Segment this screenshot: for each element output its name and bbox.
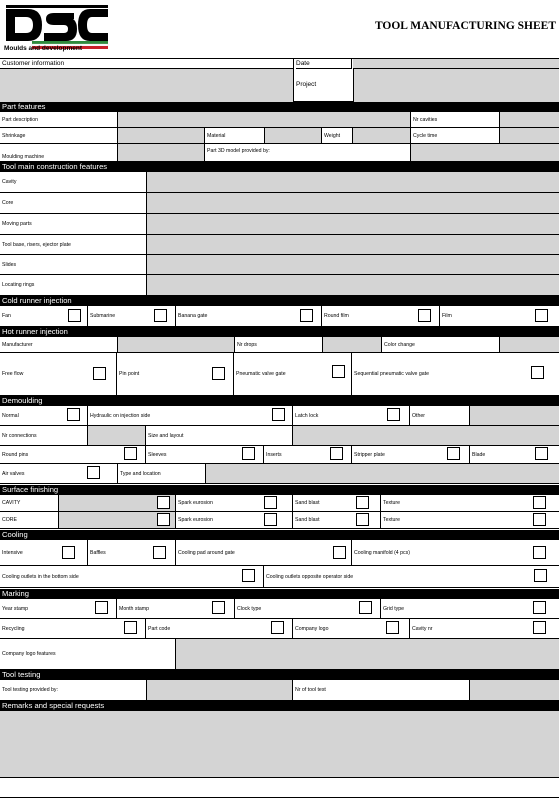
- company-logo-cell: [293, 619, 410, 638]
- part-description-label: Part description: [0, 112, 118, 127]
- cold-runner-row: [0, 306, 559, 327]
- surface-row-label: CAVITY: [0, 495, 59, 511]
- tool-construction-field[interactable]: [147, 193, 559, 213]
- inserts-checkbox[interactable]: [330, 447, 343, 460]
- tool-construction-label: Moving parts: [0, 214, 147, 234]
- sleeves-cell: [146, 446, 264, 463]
- type-location-field[interactable]: [206, 464, 559, 483]
- logo-features-row: [0, 639, 559, 670]
- free-flow-checkbox[interactable]: [93, 367, 106, 380]
- remarks-field[interactable]: [0, 711, 559, 778]
- stripper-plate-label: Stripper plate: [354, 451, 385, 458]
- cavity-nr-checkbox[interactable]: [533, 621, 546, 634]
- tool-construction-label: Locating rings: [0, 275, 147, 295]
- part-description-row: [0, 112, 559, 128]
- part-3d-field[interactable]: [411, 144, 559, 161]
- nr-connections-field[interactable]: [88, 426, 146, 445]
- hydraulic-checkbox[interactable]: [272, 408, 285, 421]
- air-valves-row: [0, 464, 559, 484]
- tool-construction-row: [0, 172, 559, 193]
- round-pins-cell: [0, 446, 146, 463]
- texture-label: Texture: [383, 517, 401, 523]
- company-logo-checkbox[interactable]: [386, 621, 399, 634]
- cooling-opposite-cell: [264, 566, 559, 587]
- round-pins-label: Round pins: [2, 451, 29, 458]
- remarks-header: Remarks and special requests: [0, 701, 559, 711]
- baffles-label: Baffles: [90, 549, 106, 556]
- round-film-label: Round film: [324, 313, 349, 319]
- pneumatic-valve-label: Pneumatic valve gate: [236, 371, 286, 377]
- grid-type-label: Grid type: [383, 605, 405, 612]
- latch-lock-cell: [293, 406, 410, 425]
- blade-cell: [470, 446, 559, 463]
- month-stamp-checkbox[interactable]: [212, 601, 225, 614]
- part-code-checkbox[interactable]: [271, 621, 284, 634]
- recycling-checkbox[interactable]: [124, 621, 137, 634]
- month-stamp-label: Month stamp: [119, 605, 149, 612]
- hot-runner-info-row: [0, 337, 559, 353]
- round-pins-checkbox[interactable]: [124, 447, 137, 460]
- shrinkage-row: [0, 128, 559, 144]
- shrinkage-label: Shrinkage: [0, 128, 118, 143]
- intensive-label: Intensive: [2, 549, 23, 556]
- clock-type-label: Clock type: [237, 605, 262, 612]
- submarine-label: Submarine: [90, 313, 116, 319]
- inserts-cell: [264, 446, 352, 463]
- sand-blast-label: Sand blast: [295, 517, 320, 523]
- marking-header: Marking: [0, 589, 559, 599]
- tool-testing-row: [0, 680, 559, 701]
- cold-runner-roundfilm-cell: [322, 306, 440, 326]
- tool-construction-header: Tool main construction features: [0, 162, 559, 172]
- pneumatic-valve-cell: [234, 353, 352, 395]
- recycling-label: Recycling: [2, 625, 25, 632]
- cooling-bottom-label: Cooling outlets in the bottom side: [2, 573, 79, 580]
- spark-eurosion-checkbox[interactable]: [264, 496, 277, 509]
- latch-lock-label: Latch lock: [295, 412, 319, 419]
- texture-label: Texture: [383, 500, 401, 506]
- texture-checkbox[interactable]: [533, 496, 546, 509]
- tool-testing-header: Tool testing: [0, 670, 559, 680]
- grid-type-cell: [381, 599, 559, 618]
- hydraulic-label: Hydraulic on injection side: [90, 412, 151, 419]
- spark-eurosion-cell: [176, 512, 293, 528]
- intensive-cell: [0, 540, 88, 565]
- moulding-machine-field[interactable]: [118, 144, 205, 161]
- free-flow-label: Free flow: [2, 371, 24, 377]
- sand-blast-checkbox[interactable]: [356, 513, 369, 526]
- normal-label: Normal: [2, 412, 19, 419]
- tool-construction-row: [0, 235, 559, 255]
- customer-section: [0, 58, 559, 102]
- material-label: Material: [205, 128, 265, 143]
- cooling-opposite-label: Cooling outlets opposite operator side: [266, 573, 354, 580]
- tool-construction-row: [0, 214, 559, 235]
- fan-label: Fan: [2, 313, 11, 319]
- film-checkbox[interactable]: [535, 309, 548, 322]
- tool-construction-label: Slides: [0, 255, 147, 274]
- baffles-checkbox[interactable]: [153, 546, 166, 559]
- intensive-checkbox[interactable]: [62, 546, 75, 559]
- normal-checkbox[interactable]: [67, 408, 80, 421]
- sand-blast-cell: [293, 512, 381, 528]
- spark-eurosion-label: Spark eurosion: [178, 500, 213, 506]
- bottom-blank-row: [0, 778, 559, 798]
- banana-gate-label: Banana gate: [178, 313, 208, 319]
- other-label: Other: [410, 406, 470, 425]
- nr-cavities-field[interactable]: [500, 112, 559, 127]
- tool-construction-row: [0, 255, 559, 275]
- material-field[interactable]: [265, 128, 322, 143]
- weight-label: Weight: [322, 128, 353, 143]
- date-field[interactable]: [353, 59, 559, 69]
- texture-cell: [381, 495, 559, 511]
- tool-construction-field[interactable]: [147, 255, 559, 274]
- nr-tool-test-label: Nr of tool test: [293, 680, 470, 700]
- moulding-machine-label: Moulding machine: [0, 144, 118, 161]
- cooling-manifold-label: Cooling manifold (4 pcs): [354, 549, 410, 556]
- surface-row-checkbox[interactable]: [157, 513, 170, 526]
- cooling-pad-cell: [176, 540, 352, 565]
- spark-eurosion-checkbox[interactable]: [264, 513, 277, 526]
- nr-drops-label: Nr drops: [235, 337, 323, 352]
- nr-cavities-label: Nr cavities: [411, 112, 500, 127]
- fan-checkbox[interactable]: [68, 309, 81, 322]
- manufacturer-field[interactable]: [118, 337, 235, 352]
- month-stamp-cell: [117, 599, 235, 618]
- stripper-plate-checkbox[interactable]: [447, 447, 460, 460]
- sand-blast-checkbox[interactable]: [356, 496, 369, 509]
- testing-provided-label: Tool testing provided by:: [0, 680, 147, 700]
- inserts-label: Inserts: [266, 451, 282, 458]
- nr-drops-field[interactable]: [323, 337, 382, 352]
- nr-tool-test-field[interactable]: [470, 680, 559, 700]
- cooling-bottom-cell: [0, 566, 264, 587]
- surface-row-label: CORE: [0, 512, 59, 528]
- spark-eurosion-cell: [176, 495, 293, 511]
- free-flow-cell: [0, 353, 117, 395]
- surface-row-checkbox[interactable]: [157, 496, 170, 509]
- cooling-bottom-checkbox[interactable]: [242, 569, 255, 582]
- logo-features-label: Company logo features: [0, 639, 176, 669]
- part-features-header: Part features: [0, 102, 559, 112]
- sequential-valve-label: Sequential pneumatic valve gate: [354, 371, 429, 377]
- hot-runner-header: Hot runner injection: [0, 327, 559, 337]
- cold-runner-submarine-cell: [88, 306, 176, 326]
- sleeves-checkbox[interactable]: [242, 447, 255, 460]
- other-field[interactable]: [470, 406, 559, 425]
- customer-information-label: Customer information: [0, 59, 294, 69]
- cooling-row-1: [0, 540, 559, 566]
- pneumatic-valve-checkbox[interactable]: [332, 365, 345, 378]
- tool-construction-label: Core: [0, 193, 147, 213]
- cavity-nr-label: Cavity nr: [412, 625, 433, 632]
- cooling-opposite-checkbox[interactable]: [534, 569, 547, 582]
- weight-field[interactable]: [353, 128, 411, 143]
- cooling-pad-label: Cooling pad around gate: [178, 549, 235, 556]
- customer-information-field[interactable]: [0, 69, 294, 102]
- banana-gate-checkbox[interactable]: [300, 309, 313, 322]
- cavity-nr-cell: [410, 619, 559, 638]
- tool-construction-field[interactable]: [147, 214, 559, 234]
- shrinkage-field[interactable]: [118, 128, 205, 143]
- part-3d-label: Part 3D model provided by:: [205, 144, 411, 161]
- texture-cell: [381, 512, 559, 528]
- surface-row: [0, 495, 559, 512]
- marking-row-1: [0, 599, 559, 619]
- cold-runner-fan-cell: [0, 306, 88, 326]
- round-film-checkbox[interactable]: [418, 309, 431, 322]
- part-description-field[interactable]: [118, 112, 411, 127]
- hot-runner-types-row: [0, 353, 559, 396]
- cooling-row-2: [0, 566, 559, 588]
- cycle-time-field[interactable]: [500, 128, 559, 143]
- texture-checkbox[interactable]: [533, 513, 546, 526]
- nr-connections-label: Nr connections: [0, 426, 88, 445]
- air-valves-label: Air valves: [2, 470, 25, 477]
- color-change-label: Color change: [382, 337, 500, 352]
- demoulding-row-2: [0, 426, 559, 446]
- cycle-time-label: Cycle time: [411, 128, 500, 143]
- surface-row-field[interactable]: [59, 495, 176, 511]
- sequential-valve-checkbox[interactable]: [531, 366, 544, 379]
- demoulding-pins-row: [0, 446, 559, 464]
- project-label: Project: [296, 81, 317, 88]
- recycling-cell: [0, 619, 146, 638]
- demoulding-row-1: [0, 406, 559, 426]
- pin-point-cell: [117, 353, 234, 395]
- tool-construction-row: [0, 275, 559, 296]
- sequential-valve-cell: [352, 353, 559, 395]
- cooling-pad-checkbox[interactable]: [333, 546, 346, 559]
- manufacturer-label: Manufacturer: [0, 337, 118, 352]
- submarine-checkbox[interactable]: [154, 309, 167, 322]
- moulding-machine-row: [0, 144, 559, 162]
- cold-runner-banana-cell: [176, 306, 322, 326]
- cooling-manifold-checkbox[interactable]: [533, 546, 546, 559]
- surface-finishing-header: Surface finishing: [0, 485, 559, 495]
- year-stamp-checkbox[interactable]: [95, 601, 108, 614]
- part-code-cell: [146, 619, 293, 638]
- year-stamp-label: Year stamp: [2, 605, 29, 612]
- project-field[interactable]: [353, 69, 559, 102]
- size-layout-label: Size and layout: [146, 426, 293, 445]
- normal-cell: [0, 406, 88, 425]
- cooling-manifold-cell: [352, 540, 559, 565]
- testing-provided-field[interactable]: [147, 680, 293, 700]
- tool-construction-label: Cavity: [0, 172, 147, 192]
- pin-point-label: Pin point: [119, 371, 140, 377]
- stripper-plate-cell: [352, 446, 470, 463]
- tool-construction-label: Tool base, risers, ejector plate: [0, 235, 147, 254]
- cold-runner-header: Cold runner injection: [0, 296, 559, 306]
- surface-row-field[interactable]: [59, 512, 176, 528]
- type-location-label: Type and location: [118, 464, 206, 483]
- demoulding-header: Demoulding: [0, 396, 559, 406]
- tool-construction-field[interactable]: [147, 275, 559, 295]
- film-label: Film: [442, 313, 452, 319]
- tool-construction-field[interactable]: [147, 172, 559, 192]
- spark-eurosion-label: Spark eurosion: [178, 517, 213, 523]
- logo-tagline: Moulds and development: [4, 45, 83, 52]
- part-code-label: Part code: [148, 625, 171, 632]
- baffles-cell: [88, 540, 176, 565]
- clock-type-checkbox[interactable]: [359, 601, 372, 614]
- sand-blast-label: Sand blast: [295, 500, 320, 506]
- color-change-field[interactable]: [500, 337, 559, 352]
- date-label: Date: [296, 59, 352, 69]
- cooling-header: Cooling: [0, 530, 559, 540]
- air-valves-checkbox[interactable]: [87, 466, 100, 479]
- air-valves-cell: [0, 464, 118, 483]
- tool-construction-field[interactable]: [147, 235, 559, 254]
- grid-type-checkbox[interactable]: [533, 601, 546, 614]
- hydraulic-cell: [88, 406, 293, 425]
- logo-features-field[interactable]: [176, 639, 559, 669]
- company-logo: [2, 3, 110, 55]
- size-layout-field[interactable]: [293, 426, 559, 445]
- blade-label: Blade: [472, 451, 486, 458]
- pin-point-checkbox[interactable]: [212, 367, 225, 380]
- sleeves-label: Sleeves: [148, 451, 167, 458]
- latch-lock-checkbox[interactable]: [387, 408, 400, 421]
- document-title: TOOL MANUFACTURING SHEET: [374, 20, 556, 32]
- clock-type-cell: [235, 599, 381, 618]
- year-stamp-cell: [0, 599, 117, 618]
- surface-row: [0, 512, 559, 529]
- marking-row-2: [0, 619, 559, 639]
- cold-runner-film-cell: [440, 306, 559, 326]
- company-logo-label: Company logo: [295, 625, 329, 632]
- sand-blast-cell: [293, 495, 381, 511]
- tool-construction-row: [0, 193, 559, 214]
- blade-checkbox[interactable]: [535, 447, 548, 460]
